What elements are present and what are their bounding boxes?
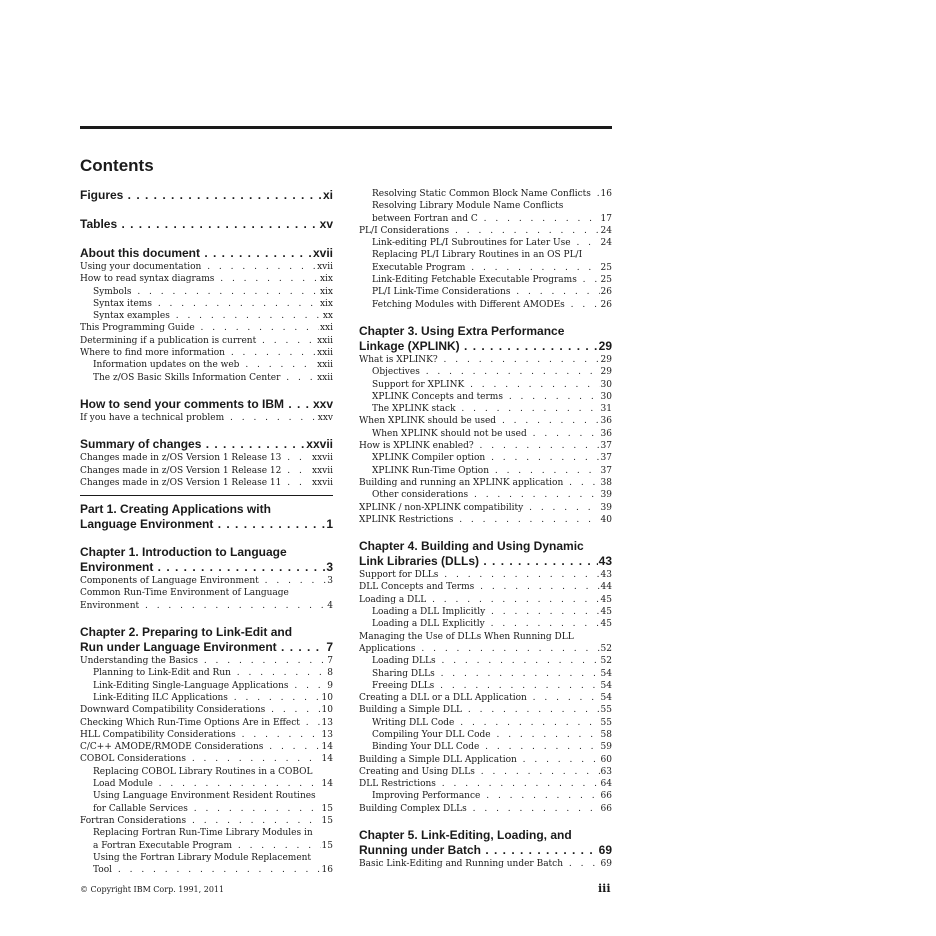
toc-entry[interactable]: Downward Compatibility Considerations . . . 10 [80,704,333,716]
toc-entry[interactable]: When XPLINK should be used . . . 36 [359,415,612,427]
toc-entry[interactable]: Determining if a publication is current . . . xxii [80,335,333,347]
toc-entry[interactable]: Creating a DLL or a DLL Application . . . 54 [359,692,612,704]
chapter-2-title-line1[interactable]: Chapter 2. Preparing to Link-Edit and [80,625,293,640]
toc-entry[interactable]: This Programming Guide . . . xxi [80,322,333,334]
toc-entry[interactable]: The z/OS Basic Skills Information Center . . . xxii [80,372,333,384]
page-number: iii [598,882,611,895]
toc-entry-wrapped-first[interactable]: Common Run-Time Environment of Language [80,588,289,599]
toc-entry[interactable]: HLL Compatibility Considerations . . . 13 [80,729,333,741]
toc-entry[interactable]: Writing DLL Code . . . 55 [359,717,612,729]
toc-entry[interactable]: Building a Simple DLL Application . . . 60 [359,754,612,766]
toc-entry[interactable]: Building and running an XPLINK application . . . 38 [359,477,612,489]
toc-entry[interactable]: Where to find more information . . . xxii [80,347,333,359]
toc-heading-comments[interactable]: How to send your comments to IBM . . . xxv [80,397,333,412]
toc-entry[interactable]: Information updates on the web . . . xxii [80,359,333,371]
toc-entry[interactable]: Improving Performance . . . 66 [359,790,612,802]
toc-entry[interactable]: Executable Program . . . 25 [359,262,612,274]
toc-entry[interactable]: XPLINK Restrictions . . . 40 [359,514,612,526]
toc-entry[interactable]: When XPLINK should not be used . . . 36 [359,428,612,440]
toc-entry[interactable]: Planning to Link-Edit and Run . . . 8 [80,667,333,679]
toc-entry[interactable]: Building a Simple DLL . . . 55 [359,704,612,716]
toc-left-column [80,188,333,876]
toc-entry[interactable]: Compiling Your DLL Code . . . 58 [359,729,612,741]
toc-entry[interactable]: Applications . . . 52 [359,643,612,655]
toc-entry[interactable]: Support for DLLs . . . 43 [359,569,612,581]
toc-entry[interactable]: Tool . . . 16 [80,864,333,876]
toc-entry[interactable]: XPLINK Run-Time Option . . . 37 [359,465,612,477]
toc-entry[interactable]: Loading a DLL . . . 45 [359,594,612,606]
chapter-1-title-line1[interactable]: Chapter 1. Introduction to Language [80,545,287,560]
toc-entry[interactable]: Changes made in z/OS Version 1 Release 12 . . . xxvii [80,465,333,477]
chapter-1-title-line2[interactable]: Environment . . . 3 [80,560,333,575]
part-title-line1: Part 1. Creating Applications with [80,502,271,517]
toc-entry[interactable]: Changes made in z/OS Version 1 Release 11 . . . xxvii [80,477,333,489]
toc-entry[interactable]: Symbols . . . xix [80,286,333,298]
toc-entry[interactable]: DLL Concepts and Terms . . . 44 [359,581,612,593]
toc-entry[interactable]: C/C++ AMODE/RMODE Considerations . . . 14 [80,741,333,753]
toc-part-1[interactable]: Part 1. Creating Applications with Language Environment . . . 1 [80,495,333,532]
toc-entry[interactable]: Support for XPLINK . . . 30 [359,379,612,391]
chapter-3-title-line1[interactable]: Chapter 3. Using Extra Performance [359,323,565,338]
toc-entry-wrapped-first[interactable]: Replacing COBOL Library Routines in a COBOL [93,766,313,777]
chapter-4-title-line2[interactable]: Link Libraries (DLLs) . . . 43 [359,554,612,569]
chapter-2-title-line2[interactable]: Run under Language Environment . . . 7 [80,640,333,655]
toc-entry[interactable]: Load Module . . . 14 [80,778,333,790]
toc-entry[interactable]: XPLINK Compiler option . . . 37 [359,452,612,464]
toc-entry[interactable]: Syntax examples . . . xx [80,310,333,322]
toc-entry-wrapped-first[interactable]: Managing the Use of DLLs When Running DLL [359,631,574,642]
chapter-5-title-line1[interactable]: Chapter 5. Link-Editing, Loading, and [359,828,572,843]
toc-entry[interactable]: Understanding the Basics . . . 7 [80,655,333,667]
toc-entry[interactable]: DLL Restrictions . . . 64 [359,778,612,790]
toc-entry[interactable]: Freeing DLLs . . . 54 [359,680,612,692]
toc-right-column [359,188,612,870]
toc-entry[interactable]: between Fortran and C . . . 17 [359,213,612,225]
toc-entry[interactable]: Changes made in z/OS Version 1 Release 13 . . . xxvii [80,452,333,464]
toc-entry[interactable]: Using your documentation . . . xvii [80,261,333,273]
toc-entry[interactable]: Environment . . . 4 [80,600,333,612]
toc-entry[interactable]: Loading a DLL Explicitly . . . 45 [359,618,612,630]
toc-entry[interactable]: What is XPLINK? . . . 29 [359,354,612,366]
toc-entry[interactable]: XPLINK / non-XPLINK compatibility . . . 39 [359,502,612,514]
toc-entry[interactable]: Link-Editing Single-Language Applications . . . 9 [80,680,333,692]
toc-entry[interactable]: Checking Which Run-Time Options Are in Effect . . . 13 [80,717,333,729]
toc-heading-about[interactable]: About this document . . . xvii [80,246,333,261]
toc-entry[interactable]: Objectives . . . 29 [359,366,612,378]
toc-entry[interactable]: Sharing DLLs . . . 54 [359,668,612,680]
chapter-4-title-line1[interactable]: Chapter 4. Building and Using Dynamic [359,539,584,554]
toc-entry[interactable]: COBOL Considerations . . . 14 [80,753,333,765]
chapter-3-title-line2[interactable]: Linkage (XPLINK) . . . 29 [359,339,612,354]
toc-heading-summary[interactable]: Summary of changes . . . xxvii [80,437,333,452]
copyright-notice: © Copyright IBM Corp. 1991, 2011 [80,885,225,894]
top-rule [80,126,612,129]
chapter-5-title-line2[interactable]: Running under Batch . . . 69 [359,843,612,858]
toc-entry-wrapped-first[interactable]: Using Language Environment Resident Routines [93,791,316,802]
toc-entry[interactable]: Loading DLLs . . . 52 [359,655,612,667]
toc-entry[interactable]: How is XPLINK enabled? . . . 37 [359,440,612,452]
toc-entry[interactable]: a Fortran Executable Program . . . 15 [80,840,333,852]
toc-entry[interactable]: The XPLINK stack . . . 31 [359,403,612,415]
toc-entry[interactable]: Link-Editing Fetchable Executable Programs . . . 25 [359,274,612,286]
toc-heading-tables[interactable]: Tables . . . xv [80,217,333,232]
toc-entry[interactable]: Link-editing PL/I Subroutines for Later Use . . . 24 [359,237,612,249]
toc-entry[interactable]: Building Complex DLLs . . . 66 [359,803,612,815]
toc-entry[interactable]: How to read syntax diagrams . . . xix [80,273,333,285]
toc-entry-wrapped-first[interactable]: Using the Fortran Library Module Replacement [93,852,312,863]
toc-entry-wrapped-first[interactable]: Resolving Library Module Name Conflicts [372,201,564,212]
toc-entry-wrapped-first[interactable]: Replacing PL/I Library Routines in an OS PL/I [372,250,583,261]
toc-entry[interactable]: PL/I Link-Time Considerations . . . 26 [359,286,612,298]
toc-entry[interactable]: Binding Your DLL Code . . . 59 [359,741,612,753]
toc-entry[interactable]: Fetching Modules with Different AMODEs . . . 26 [359,299,612,311]
toc-entry[interactable]: Creating and Using DLLs . . . 63 [359,766,612,778]
toc-entry[interactable]: Resolving Static Common Block Name Conflicts . . . 16 [359,188,612,200]
toc-entry[interactable]: Basic Link-Editing and Running under Batch . . . 69 [359,858,612,870]
toc-entry[interactable]: Loading a DLL Implicitly . . . 45 [359,606,612,618]
toc-entry[interactable]: If you have a technical problem . . . xxv [80,412,333,424]
toc-entry[interactable]: Other considerations . . . 39 [359,489,612,501]
toc-heading-figures[interactable]: Figures . . . xi [80,188,333,203]
toc-entry[interactable]: PL/I Considerations . . . 24 [359,225,612,237]
toc-entry[interactable]: Syntax items . . . xix [80,298,333,310]
toc-entry[interactable]: Link-Editing ILC Applications . . . 10 [80,692,333,704]
toc-entry[interactable]: Components of Language Environment . . . 3 [80,575,333,587]
toc-entry-wrapped-first[interactable]: Replacing Fortran Run-Time Library Modules in [93,828,313,839]
toc-entry[interactable]: Fortran Considerations . . . 15 [80,815,333,827]
toc-entry[interactable]: XPLINK Concepts and terms . . . 30 [359,391,612,403]
toc-entry[interactable]: for Callable Services . . . 15 [80,803,333,815]
page-title: Contents [80,156,154,175]
